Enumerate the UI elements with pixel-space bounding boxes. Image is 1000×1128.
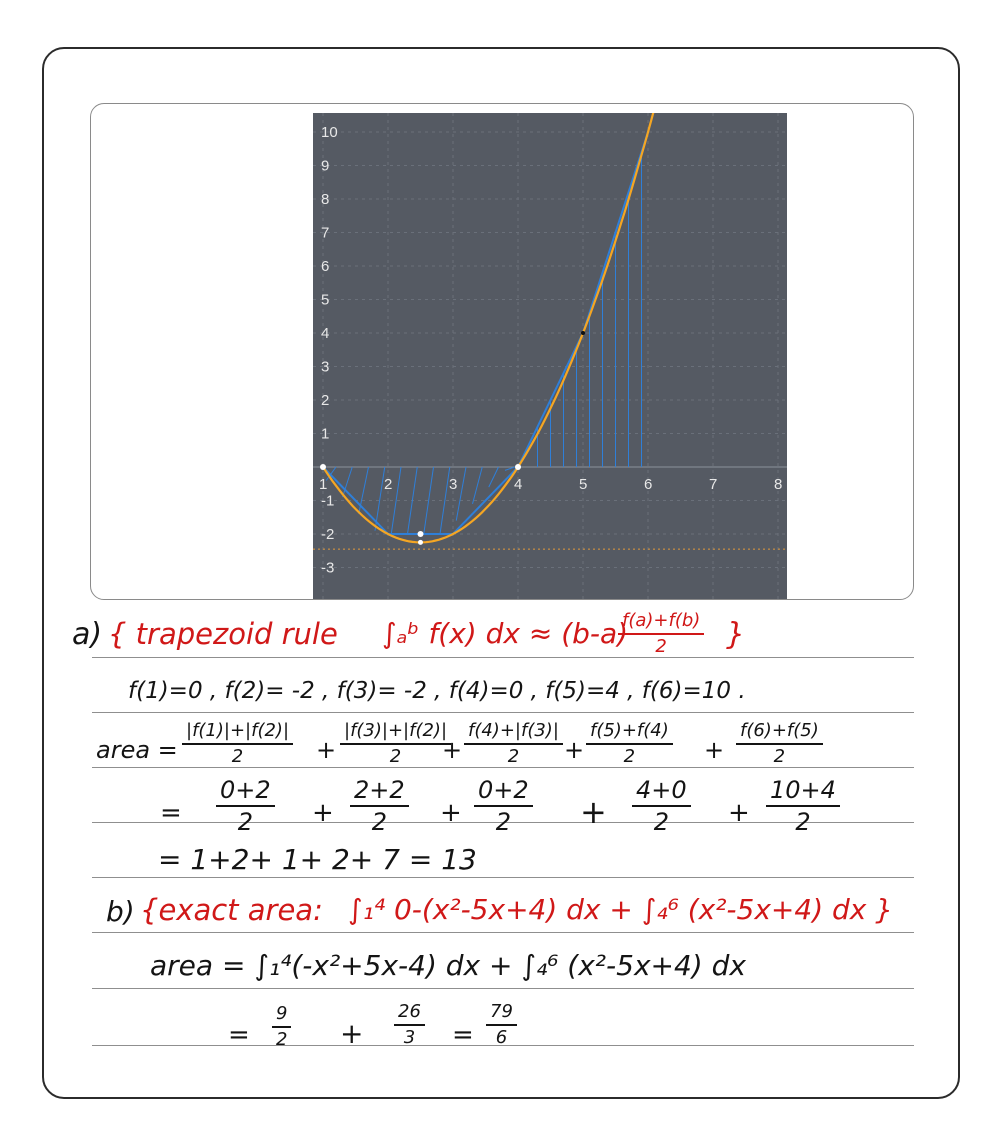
function-values-line: f(1)=0 , f(2)= -2 , f(3)= -2 , f(4)=0 , f(5)=4 , f(6)=10 . [128, 678, 746, 704]
term-numerator: 4+0 [632, 778, 691, 807]
y-tick-label: 7 [321, 224, 330, 242]
equals-sign: = [228, 1020, 250, 1050]
plus-sign: + [564, 736, 585, 764]
term-numerator: |f(1)|+|f(2)| [182, 722, 293, 745]
y-tick-label: 9 [321, 157, 330, 175]
term-denominator: 2 [276, 1029, 288, 1050]
equals-sign: = [160, 798, 182, 828]
plot-point [320, 464, 326, 470]
term-numerator: 26 [394, 1003, 425, 1026]
part-b-label: b) [106, 895, 135, 928]
exact-area-integral: ∫₁⁴ 0-(x²-5x+4) dx + ∫₄⁶ (x²-5x+4) dx } [348, 893, 894, 926]
area-label: area = [96, 736, 178, 764]
term-numerator: 0+2 [474, 778, 533, 807]
y-tick-label: 1 [321, 425, 330, 443]
term-denominator: 6 [495, 1027, 508, 1048]
area-term [586, 722, 673, 766]
term-numerator: |f(3)|+|f(2)| [340, 722, 451, 745]
y-tick-label: -2 [321, 526, 335, 543]
y-tick-label: 5 [321, 291, 330, 309]
substituted-term [766, 778, 840, 834]
exact-area-line: area = ∫₁⁴(-x²+5x-4) dx + ∫₄⁶ (x²-5x+4) dx [150, 949, 746, 982]
y-tick-label: 8 [321, 191, 330, 208]
x-tick-label: 2 [384, 476, 393, 493]
final-term [272, 1005, 291, 1049]
area-term [340, 722, 451, 766]
term-denominator: 2 [773, 746, 786, 767]
plus-sign: + [580, 793, 607, 831]
final-result [486, 1003, 517, 1047]
area-term [182, 722, 293, 766]
plus-sign: + [316, 736, 337, 764]
term-denominator: 2 [653, 808, 669, 836]
term-numerator: f(4)+|f(3)| [464, 722, 563, 745]
term-numerator: f(5)+f(4) [586, 722, 673, 745]
formula-numerator: f(a)+f(b) [618, 612, 704, 635]
y-tick-label: -3 [321, 559, 335, 577]
final-term [394, 1003, 425, 1047]
term-numerator: 2+2 [350, 778, 409, 807]
plus-sign: + [312, 798, 334, 828]
x-tick-label: 7 [709, 476, 718, 493]
area-term [464, 722, 563, 766]
term-numerator: 79 [486, 1003, 517, 1026]
term-numerator: f(6)+f(5) [736, 722, 823, 745]
term-denominator: 2 [231, 746, 244, 767]
plus-sign: + [442, 736, 463, 764]
x-tick-label: 6 [644, 476, 653, 493]
ruled-line [92, 657, 914, 658]
x-tick-label: 4 [514, 476, 523, 493]
y-tick-label: 2 [321, 392, 330, 409]
substituted-term [350, 778, 409, 834]
ruled-line [92, 712, 914, 713]
plot-point [515, 464, 521, 470]
area-term [736, 722, 823, 766]
ruled-line [92, 932, 914, 933]
y-tick-label: 6 [321, 258, 330, 275]
formula-denominator: 2 [655, 636, 667, 657]
plot-background [313, 113, 787, 599]
y-tick-label: -1 [321, 492, 335, 510]
trapezoid-formula-fraction [618, 612, 704, 656]
vertex-point [418, 540, 423, 545]
substituted-term [632, 778, 691, 834]
substituted-term [474, 778, 533, 834]
term-numerator: 9 [272, 1005, 291, 1028]
trapezoid-rule-heading: { trapezoid rule [108, 617, 338, 651]
y-tick-label: 3 [321, 358, 330, 376]
ruled-line [92, 877, 914, 878]
equals-sign: = [452, 1020, 474, 1050]
term-denominator: 2 [495, 808, 511, 836]
ruled-line [92, 988, 914, 989]
plot-point [418, 531, 424, 537]
plus-sign: + [704, 736, 725, 764]
function-graph [313, 113, 787, 599]
ruled-line [92, 767, 914, 768]
plus-sign: + [728, 798, 750, 828]
term-denominator: 2 [389, 746, 402, 767]
substituted-term [216, 778, 275, 834]
part-a-label: a) [72, 617, 103, 652]
y-tick-label: 4 [321, 325, 330, 342]
x-tick-label: 5 [579, 476, 588, 493]
term-denominator: 2 [507, 746, 520, 767]
x-tick-label: 8 [774, 476, 783, 493]
term-numerator: 10+4 [766, 778, 840, 807]
exact-area-heading: {exact area: [140, 893, 323, 927]
term-denominator: 2 [623, 746, 636, 767]
formula-close-brace: } [726, 617, 746, 652]
term-denominator: 2 [371, 808, 387, 836]
term-numerator: 0+2 [216, 778, 275, 807]
x-tick-label: 3 [449, 476, 458, 493]
x-tick-label: 1 [319, 476, 328, 493]
term-denominator: 2 [795, 808, 811, 836]
term-denominator: 2 [237, 808, 253, 836]
y-tick-label: 10 [321, 124, 338, 141]
term-denominator: 3 [403, 1027, 416, 1048]
plus-sign: + [340, 1017, 364, 1050]
plus-sign: + [440, 798, 462, 828]
trapezoid-formula: ∫ₐᵇ f(x) dx ≈ (b-a) [382, 617, 629, 650]
plot-point [581, 331, 585, 335]
trapezoid-sum-line: = 1+2+ 1+ 2+ 7 = 13 [158, 843, 477, 876]
